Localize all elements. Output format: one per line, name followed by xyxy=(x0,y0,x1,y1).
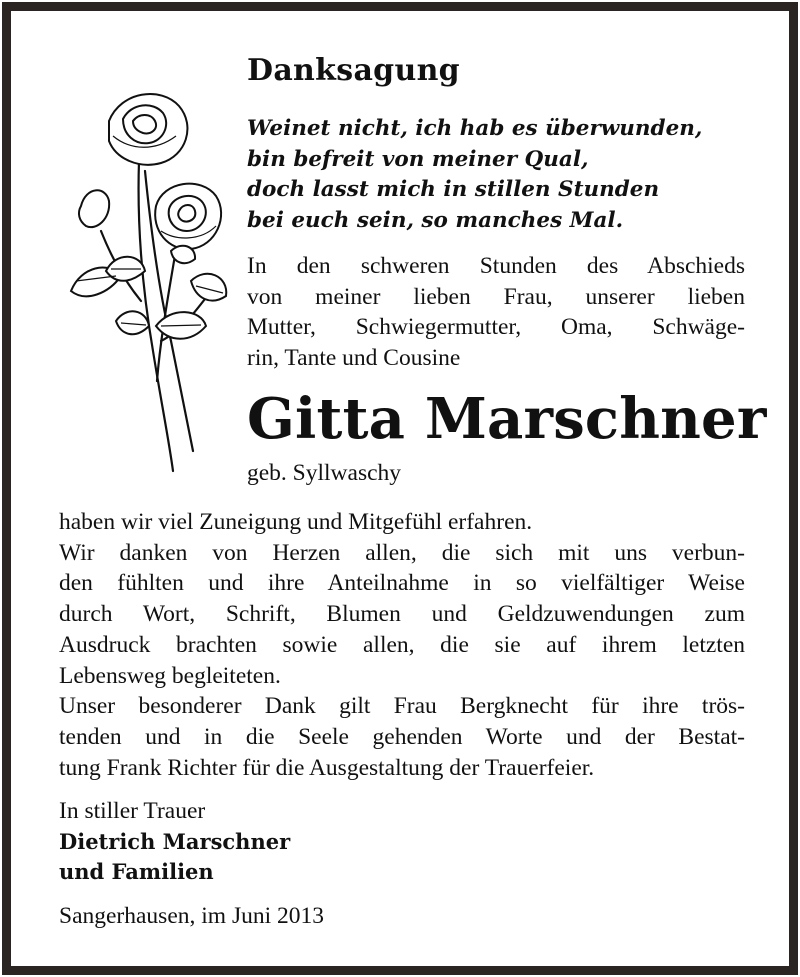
body-line: Unser besonderer Dank gilt Frau Bergknecht für ihre trös- xyxy=(59,693,745,720)
verse-line: Weinet nicht, ich hab es überwunden, xyxy=(247,116,703,141)
body-line: Ausdruck brachten sowie allen, die sie auf ihrem letzten xyxy=(59,631,745,658)
body-line: tung Frank Richter für die Ausgestaltung der Trauerfeier. xyxy=(59,754,595,781)
intro-paragraph xyxy=(247,251,745,374)
body-line: Lebensweg begleiteten. xyxy=(59,662,281,689)
roses-illustration xyxy=(61,81,231,476)
body-line: Wir danken von Herzen allen, die sich mit uns verbun- xyxy=(59,539,745,566)
intro-line: Mutter, Schwiegermutter, Oma, Schwäge- xyxy=(247,314,745,341)
intro-line: In den schweren Stunden des Abschieds xyxy=(247,253,745,279)
maiden-name: geb. Syllwaschy xyxy=(247,460,402,486)
signatory: und Familien xyxy=(59,859,214,884)
thanks-paragraph xyxy=(59,507,745,783)
body-line: tenden und in die Seele gehenden Worte und der Bestat- xyxy=(59,723,745,750)
poem-verse xyxy=(247,114,702,237)
place-date: Sangerhausen, im Juni 2013 xyxy=(59,903,324,929)
intro-line: von meiner lieben Frau, unserer lieben xyxy=(247,283,745,310)
body-line: den fühlten und ihre Anteilnahme in so vielfältiger Weise xyxy=(59,570,745,597)
signatory: Dietrich Marschner xyxy=(59,828,291,854)
verse-line: doch lasst mich in stillen Stunden xyxy=(247,177,660,203)
body-line: durch Wort, Schrift, Blumen und Geldzuwendungen zum xyxy=(59,601,745,628)
verse-line: bei euch sein, so manches Mal. xyxy=(247,208,624,234)
deceased-name: Gitta Marschner xyxy=(247,386,767,452)
mourning-line: In stiller Trauer xyxy=(59,798,206,824)
verse-line: bin befreit von meiner Qual, xyxy=(247,146,589,172)
intro-line: rin, Tante und Cousine xyxy=(247,345,461,372)
notice-title: Danksagung xyxy=(247,53,460,88)
obituary-frame xyxy=(2,2,798,975)
signoff xyxy=(59,796,290,888)
body-line: haben wir viel Zuneigung und Mitgefühl erfahren. xyxy=(59,509,533,535)
